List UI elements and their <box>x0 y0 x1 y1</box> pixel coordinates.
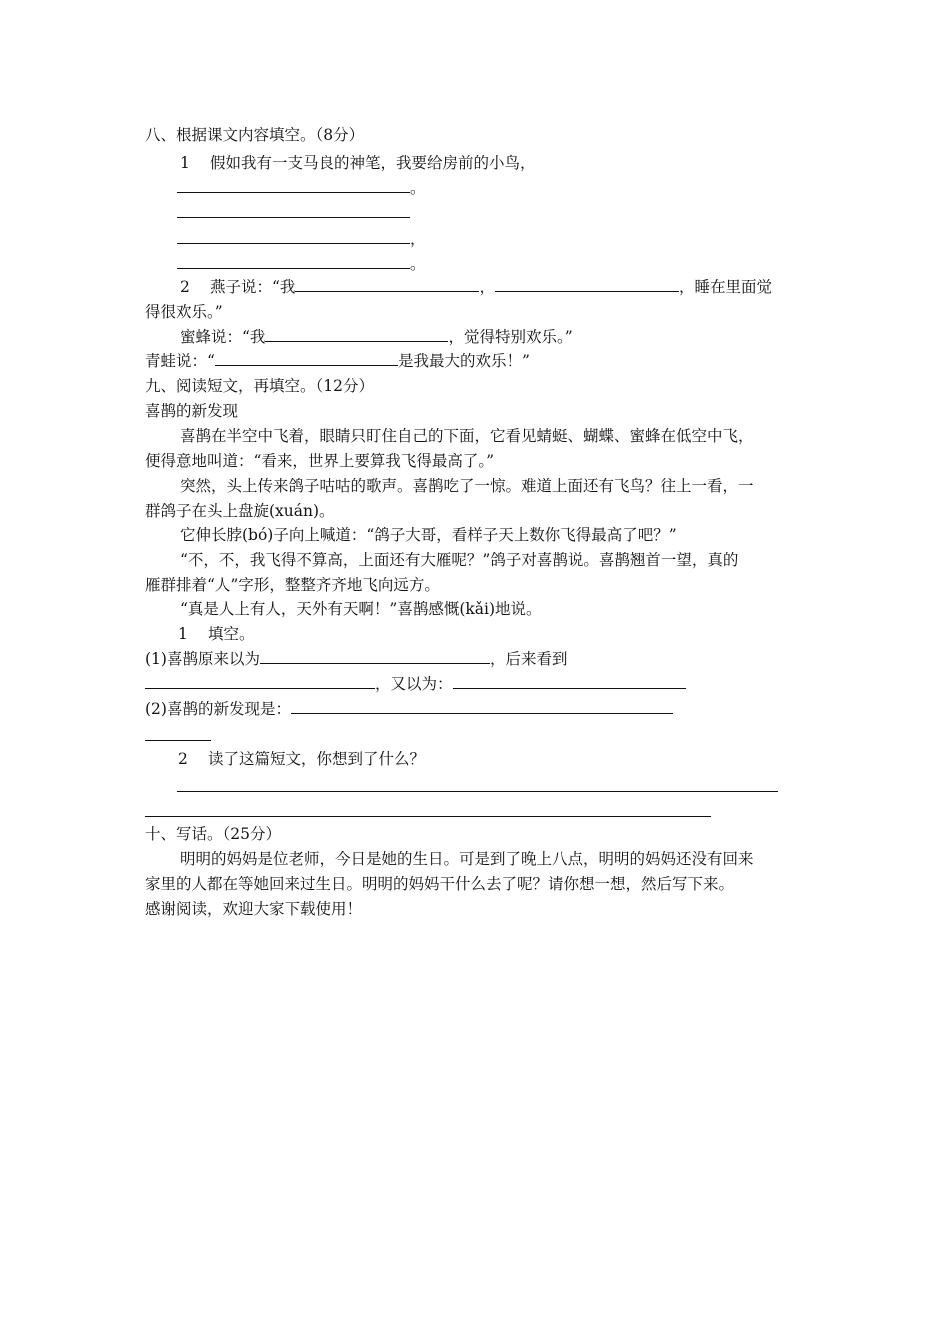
story-paragraph-1a: 喜鹊在半空中飞着，眼睛只盯住自己的下面，它看见蜻蜓、蝴蝶、蜜蜂在低空中飞， <box>180 427 754 445</box>
story-title: 喜鹊的新发现 <box>145 402 239 420</box>
frog-text-a: 青蛙说：“ <box>145 352 215 370</box>
s8-q2-text-b: ，睡在里面觉 <box>678 278 772 296</box>
answer-blank[interactable] <box>145 674 375 689</box>
s9-q1-2-text: (2)喜鹊的新发现是： <box>145 700 291 718</box>
s9-q1-1-text-b: ，后来看到 <box>489 650 568 668</box>
s8-bee-line <box>180 326 573 348</box>
answer-blank[interactable] <box>177 178 410 193</box>
s8-q1-line-1 <box>177 177 426 199</box>
story-paragraph-4b: 雁群排着“人”字形，整整齐齐地飞向远方。 <box>145 576 440 594</box>
s9-q1-2-line-1 <box>145 698 673 720</box>
s8-q1-line-4 <box>177 253 426 275</box>
s9-q1-1-text-a: (1)喜鹊原来以为 <box>145 650 260 668</box>
frog-text-b: 是我最大的欢乐！” <box>397 352 530 370</box>
answer-line[interactable] <box>145 816 711 817</box>
s8-q2-line-2: 得很欢乐。” <box>145 303 223 321</box>
punctuation: ， <box>410 230 426 248</box>
answer-blank[interactable] <box>177 254 410 269</box>
writing-prompt-a: 明明的妈妈是位老师，今日是她的生日。可是到了晚上八点，明明的妈妈还没有回来 <box>180 850 754 868</box>
s8-q1-text: 假如我有一支马良的神笔，我要给房前的小鸟， <box>210 154 536 172</box>
thanks-note: 感谢阅读，欢迎大家下载使用！ <box>145 900 363 918</box>
story-paragraph-1b: 便得意地叫道：“看来，世界上要算我飞得最高了。” <box>145 452 495 470</box>
writing-prompt-b: 家里的人都在等她回来过生日。明明的妈妈干什么去了呢？请你想一想，然后写下来。 <box>145 875 735 893</box>
bee-text-a: 蜜蜂说：“我 <box>180 328 266 346</box>
s9-q2-label: 读了这篇短文，你想到了什么？ <box>208 750 426 768</box>
s8-q1-number: 1 <box>180 154 190 172</box>
s9-q1 <box>178 623 255 645</box>
s9-q2-number: 2 <box>178 750 188 768</box>
answer-blank[interactable] <box>215 351 398 366</box>
s8-q1 <box>180 152 536 174</box>
story-paragraph-3: 它伸长脖(bó)子向上喊道：“鸽子大哥，看样子天上数你飞得最高了吧？” <box>180 526 677 544</box>
s8-q2-number: 2 <box>180 278 190 296</box>
s8-q2-text-a: 燕子说：“我 <box>210 278 296 296</box>
s9-q1-1-line-1 <box>145 648 567 670</box>
section-8-title: 八、根据课文内容填空。（8分） <box>145 126 365 144</box>
s9-q1-number: 1 <box>178 625 188 643</box>
answer-blank[interactable] <box>495 277 679 292</box>
s8-frog-line <box>145 350 530 372</box>
punctuation: ， <box>479 278 495 296</box>
s9-q1-1-text-c: ，又以为： <box>375 675 453 693</box>
section-10-title: 十、写话。（25分） <box>145 825 281 843</box>
s9-q1-1-line-2 <box>145 673 686 695</box>
answer-blank[interactable] <box>453 674 686 689</box>
answer-blank[interactable] <box>295 277 479 292</box>
s9-q1-label: 填空。 <box>208 625 255 643</box>
story-paragraph-2a: 突然，头上传来鸽子咕咕的歌声。喜鹊吃了一惊。难道上面还有飞鸟？往上一看，一 <box>180 477 754 495</box>
s8-q2-line-1 <box>180 276 772 298</box>
s8-q1-line-3 <box>177 228 426 250</box>
answer-blank[interactable] <box>265 327 448 342</box>
story-paragraph-4a: “不，不，我飞得不算高，上面还有大雁呢？”鸽子对喜鹊说。喜鹊翘首一望，真的 <box>180 551 739 569</box>
answer-line[interactable] <box>177 791 778 792</box>
punctuation: 。 <box>410 255 426 273</box>
answer-blank[interactable] <box>291 699 673 714</box>
s8-q1-line-2 <box>177 202 410 224</box>
bee-text-b: ，觉得特别欢乐。” <box>448 328 573 346</box>
answer-blank[interactable] <box>177 203 410 218</box>
answer-blank-continuation[interactable] <box>145 740 211 741</box>
punctuation: 。 <box>410 179 426 197</box>
s9-q2 <box>178 748 425 770</box>
answer-blank[interactable] <box>260 649 490 664</box>
answer-blank[interactable] <box>177 229 410 244</box>
section-9-title: 九、阅读短文，再填空。（12分） <box>145 377 374 395</box>
story-paragraph-2b: 群鸽子在头上盘旋(xuán)。 <box>145 502 335 520</box>
story-paragraph-5: “真是人上有人，天外有天啊！”喜鹊感慨(kǎi)地说。 <box>180 600 542 618</box>
